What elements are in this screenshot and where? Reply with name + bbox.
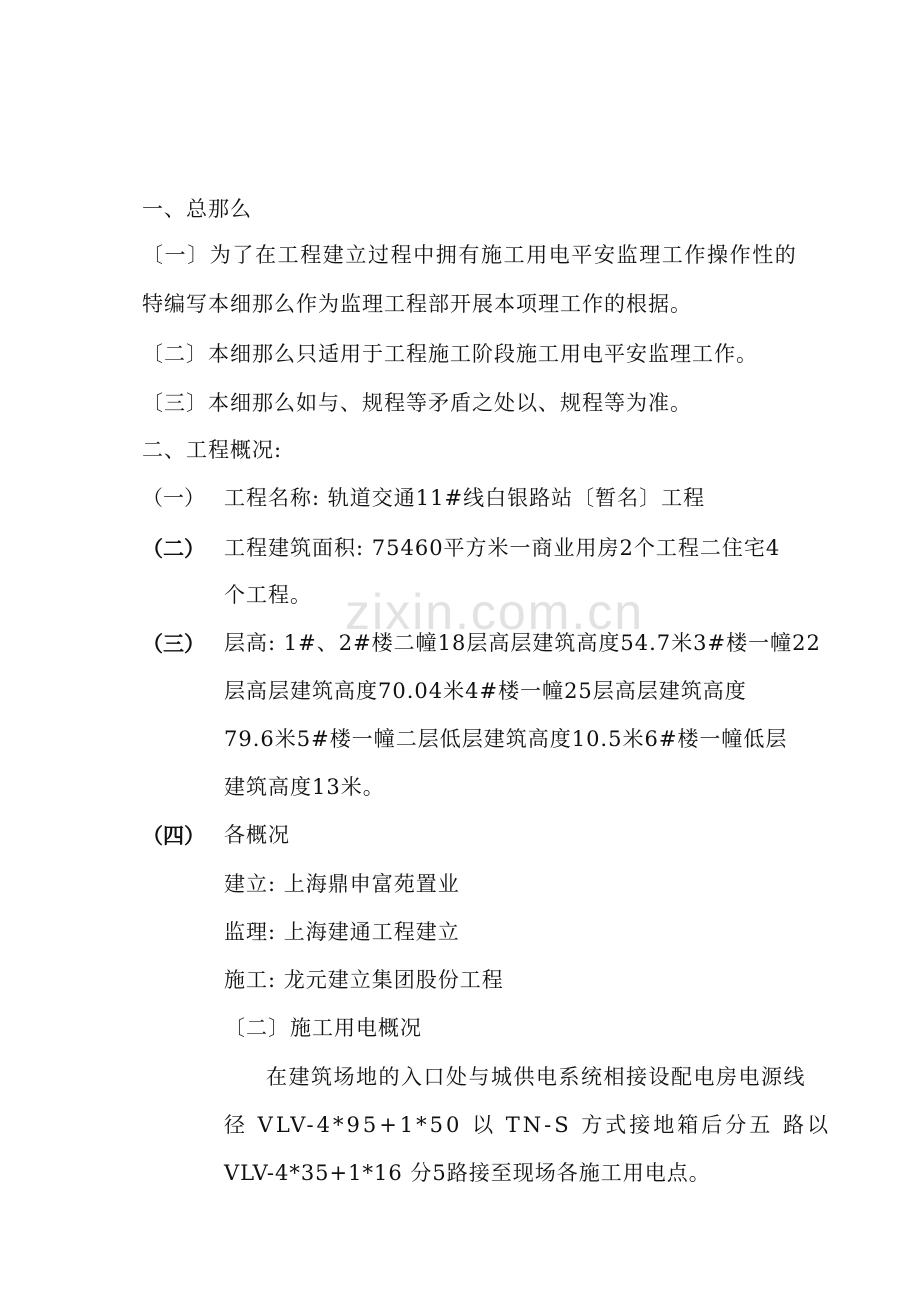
item2-line2: 个工程。 [224,583,312,607]
item3-line3: 79.6米5#楼一幢二层低层建筑高度10.5米6#楼一幢低层 [224,727,788,751]
item2-label: （二） [142,536,205,561]
power-line2: 径 VLV-4*95+1*50 以 TN-S 方式接地箱后分五 路以 [224,1113,831,1137]
power-title: 〔二〕施工用电概况 [224,1016,422,1040]
section1-para3: 〔三〕本细那么如与、规程等矛盾之处以、规程等为准。 [142,391,692,415]
item3-line4: 建筑高度13米。 [224,775,385,799]
power-line3: VLV-4*35+1*16 分5路接至现场各施工用电点。 [224,1161,711,1185]
item1-label: （一） [142,486,205,510]
item2-line1: 工程建筑面积: 75460平方米一商业用房2个工程二住宅4 [224,536,781,560]
watermark: zixin.com.cn [345,584,645,640]
section1-para1-line2: 特编写本细那么作为监理工程部开展本项理工作的根据。 [142,292,692,316]
item4-label: （四） [142,823,205,848]
item3-line2: 层高层建筑高度70.04米4#楼一幢25层高层建筑高度 [224,679,747,703]
power-line1: 在建筑场地的入口处与城供电系统相接设配电房电源线 [266,1065,806,1089]
section2-title: 二、工程概况: [142,438,283,462]
item4-text: 各概况 [224,823,290,847]
contractor-line: 施工: 龙元建立集团股份工程 [224,968,504,992]
section1-title: 一、总那么 [142,197,252,221]
item3-label: （三） [142,631,205,656]
builder-line: 建立: 上海鼎申富苑置业 [224,872,460,896]
item1-text: 工程名称: 轨道交通11#线白银路站〔暂名〕工程 [224,486,706,510]
item3-line1: 层高: 1#、2#楼二幢18层高层建筑高度54.7米3#楼一幢22 [224,631,821,655]
section1-para2: 〔二〕本细那么只适用于工程施工阶段施工用电平安监理工作。 [142,342,758,366]
section1-para1-line1: 〔一〕为了在工程建立过程中拥有施工用电平安监理工作操作性的 [142,243,798,267]
supervisor-line: 监理: 上海建通工程建立 [224,920,460,944]
